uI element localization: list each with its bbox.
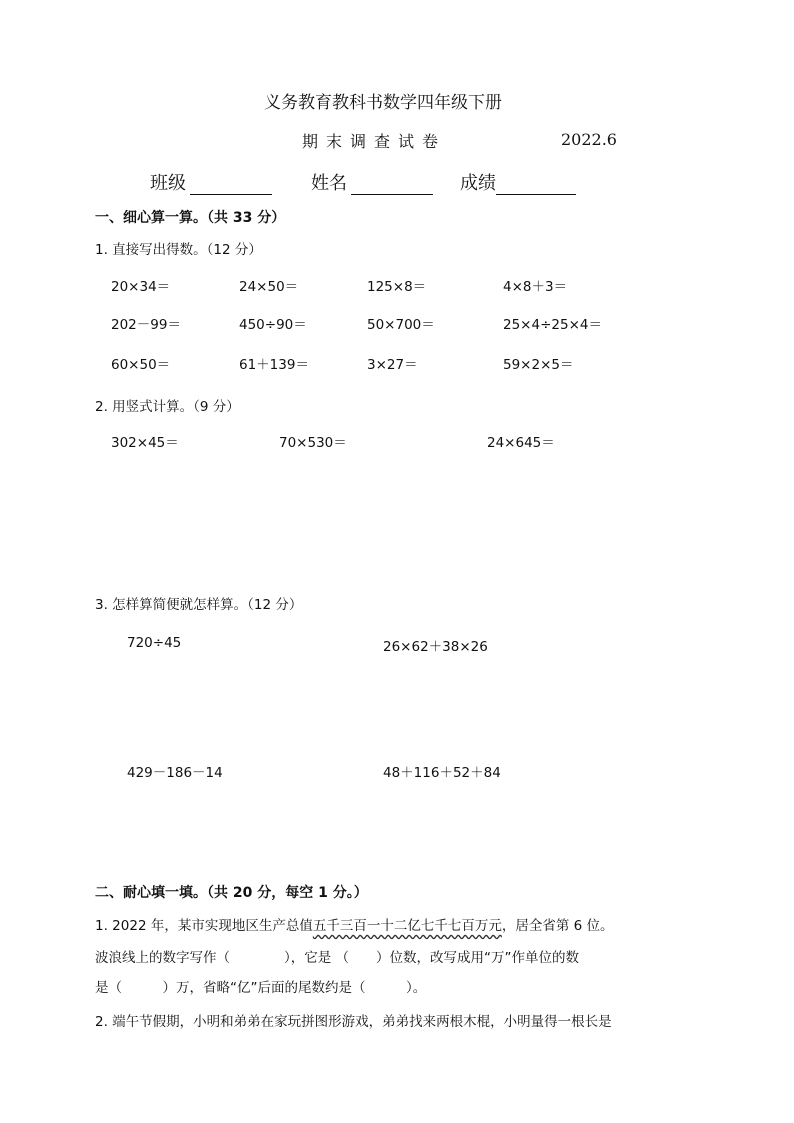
q1-expr: 4×8＋3＝: [503, 279, 568, 295]
q1-expr: 59×2×5＝: [503, 357, 574, 373]
exam-date: 2022.6: [561, 130, 617, 149]
q2-expr: 24×645＝: [487, 435, 555, 451]
q1-expr: 60×50＝: [111, 357, 171, 373]
q1-expr: 20×34＝: [111, 279, 171, 295]
page-title: 义务教育教科书数学四年级下册: [264, 93, 502, 113]
q1-expr: 3×27＝: [367, 357, 418, 373]
class-label: 班级: [150, 173, 186, 194]
q1-expr: 125×8＝: [367, 279, 427, 295]
q1-expr: 50×700＝: [367, 317, 435, 333]
page-subtitle: 期末调查试卷: [302, 132, 447, 151]
q3-expr: 720÷45: [127, 635, 182, 651]
q2-title: 2. 用竖式计算。（9 分）: [95, 399, 240, 415]
q3-expr: 48＋116＋52＋84: [383, 765, 501, 781]
wavy-underlined-number: 五千三百一十二亿七千七百万元: [312, 918, 502, 934]
section2-heading: 二、耐心填一填。（共 20 分，每空 1 分。）: [95, 885, 368, 901]
score-field: [460, 169, 576, 195]
s2-p1-line2: 波浪线上的数字写作（ ），它是 （ ）位数，改写成用“万”作单位的数: [95, 950, 580, 966]
section1-heading: 一、细心算一算。（共 33 分）: [95, 210, 286, 226]
q1-expr: 61＋139＝: [239, 357, 309, 373]
name-field: [311, 169, 433, 195]
q1-expr: 24×50＝: [239, 279, 299, 295]
s2-p2-line1: 2. 端午节假期，小明和弟弟在家玩拼图形游戏，弟弟找来两根木棍，小明量得一根长是: [95, 1014, 612, 1030]
class-field: [150, 169, 272, 195]
class-blank[interactable]: [190, 176, 272, 195]
q1-title: 1. 直接写出得数。（12 分）: [95, 242, 262, 258]
q3-title: 3. 怎样算简便就怎样算。（12 分）: [95, 597, 303, 613]
s2-p1-line3: 是（ ）万，省略“亿”后面的尾数约是（ ）。: [95, 980, 427, 996]
name-blank[interactable]: [351, 176, 433, 195]
q1-expr: 450÷90＝: [239, 317, 307, 333]
q1-expr: 202－99＝: [111, 317, 181, 333]
q2-expr: 302×45＝: [111, 435, 179, 451]
q3-expr: 429－186－14: [127, 765, 223, 781]
q2-expr: 70×530＝: [279, 435, 347, 451]
score-label: 成绩: [460, 173, 496, 194]
score-blank[interactable]: [496, 176, 576, 195]
q1-expr: 25×4÷25×4＝: [503, 317, 602, 333]
name-label: 姓名: [311, 173, 347, 194]
s2-p1-line1: 1. 2022 年，某市实现地区生产总值五千三百一十二亿七千七百万元，居全省第 6 位。: [95, 918, 614, 934]
q3-expr: 26×62＋38×26: [383, 639, 488, 655]
